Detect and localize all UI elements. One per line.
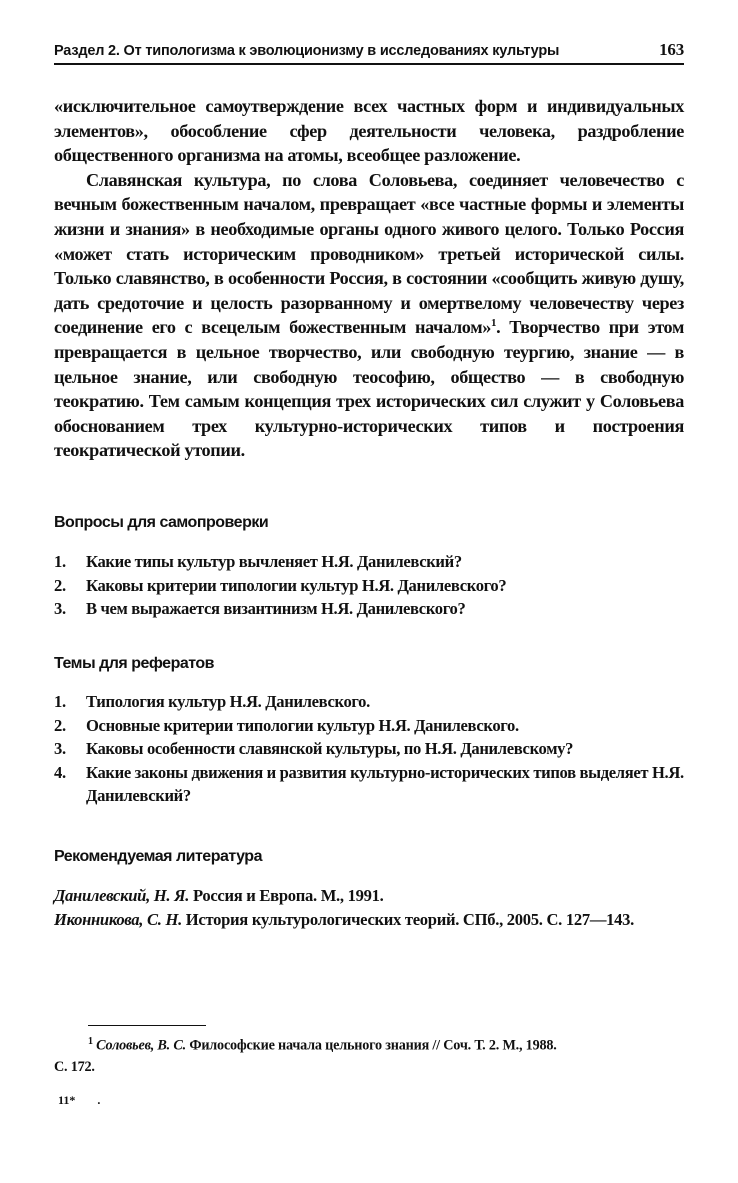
item-text: Каковы критерии типологии культур Н.Я. Данилевского? [86,575,507,595]
paragraph-2-rest: . Творчество при этом превращается в цельное творчество, или свободную теургию, знание — в цельное знание, или свободную теософию, общество — в свободную теократию. Тем самым концепция трех исторических сил служит у Соловьева обоснованием трех культурно-исторических типов и построения теократической утопии. [54,317,684,461]
questions-list [54,550,686,621]
questions-heading: Вопросы для самопроверки [54,514,269,531]
literature-list [54,884,694,932]
list-item [54,761,686,808]
topics-list [54,690,686,808]
item-number: 3. [54,599,66,618]
item-text: В чем выражается византинизм Н.Я. Данилевского? [86,599,466,618]
page-number: 163 [659,40,684,59]
footnote-divider [88,1025,206,1026]
list-item [54,714,686,738]
item-number: 1. [54,692,66,711]
literature-author: Иконникова, С. Н. [54,910,182,929]
running-header [54,40,684,65]
list-item [54,597,686,621]
item-text: Какие законы движения и развития культурно-исторических типов выделяет Н.Я. Данилевский? [86,762,684,805]
literature-title: Россия и Европа. М., 1991. [192,886,384,905]
item-number: 4. [54,762,66,782]
footnote-text: Философские начала цельного знания // Соч. Т. 2. М., 1988. [189,1037,557,1054]
paragraph-1: «исключительное самоутверждение всех частных форм и индивидуальных элементов», обособление сфер деятельности человека, раздробление общественного организма на атомы, всеобщее разложение. [54,96,684,166]
list-item [54,574,686,598]
literature-heading: Рекомендуемая литература [54,848,262,865]
list-item [54,737,686,761]
footnote-mark: 1 [88,1036,93,1047]
section-title: Раздел 2. От типологизма к эволюционизму в исследованиях культуры [54,43,560,59]
main-text [54,94,684,463]
paragraph-2-main: Славянская культура, по слова Соловьева, соединяет человечество с вечным божественным началом, превращает «все частные формы и элементы жизни и знания» в необходимые органы одного живого целого. Только Россия «может стать историческим проводником» третьей исторической силы. Только славянство, в особенности Россия, в состоянии «сообщить живую душу, дать средоточие и целость разорванному и омертвелому человечеству через соединение его с всецелым божественным началом» [54,169,684,338]
signature-dot: . [97,1093,101,1107]
literature-item [54,908,694,932]
paragraph-2 [54,168,684,463]
item-text: Каковы особенности славянской культуры, по Н.Я. Данилевскому? [86,739,574,758]
item-text: Основные критерии типологии культур Н.Я. Данилевского. [86,715,519,735]
literature-title: История культурологических теорий. СПб., 2005. С. 127—143. [185,910,634,929]
signature-mark: 11* [58,1093,76,1107]
item-number: 3. [54,739,66,758]
footnote-line-2: С. 172. [54,1058,95,1075]
footnote-author: Соловьев, В. С. [96,1037,186,1054]
literature-item [54,884,694,908]
list-item [54,690,686,714]
item-number: 1. [54,552,66,571]
footnote-line-1 [54,1031,686,1057]
item-text: Какие типы культур вычленяет Н.Я. Данилевский? [86,552,462,571]
topics-heading: Темы для рефератов [54,655,214,672]
item-number: 2. [54,715,66,735]
literature-author: Данилевский, Н. Я. [54,886,190,905]
item-number: 2. [54,575,66,595]
item-text: Типология культур Н.Я. Данилевского. [86,692,370,711]
printer-signature [58,1093,100,1108]
footnote [54,1031,686,1078]
footnote-reference[interactable]: 1 [491,317,497,330]
list-item [54,550,686,574]
